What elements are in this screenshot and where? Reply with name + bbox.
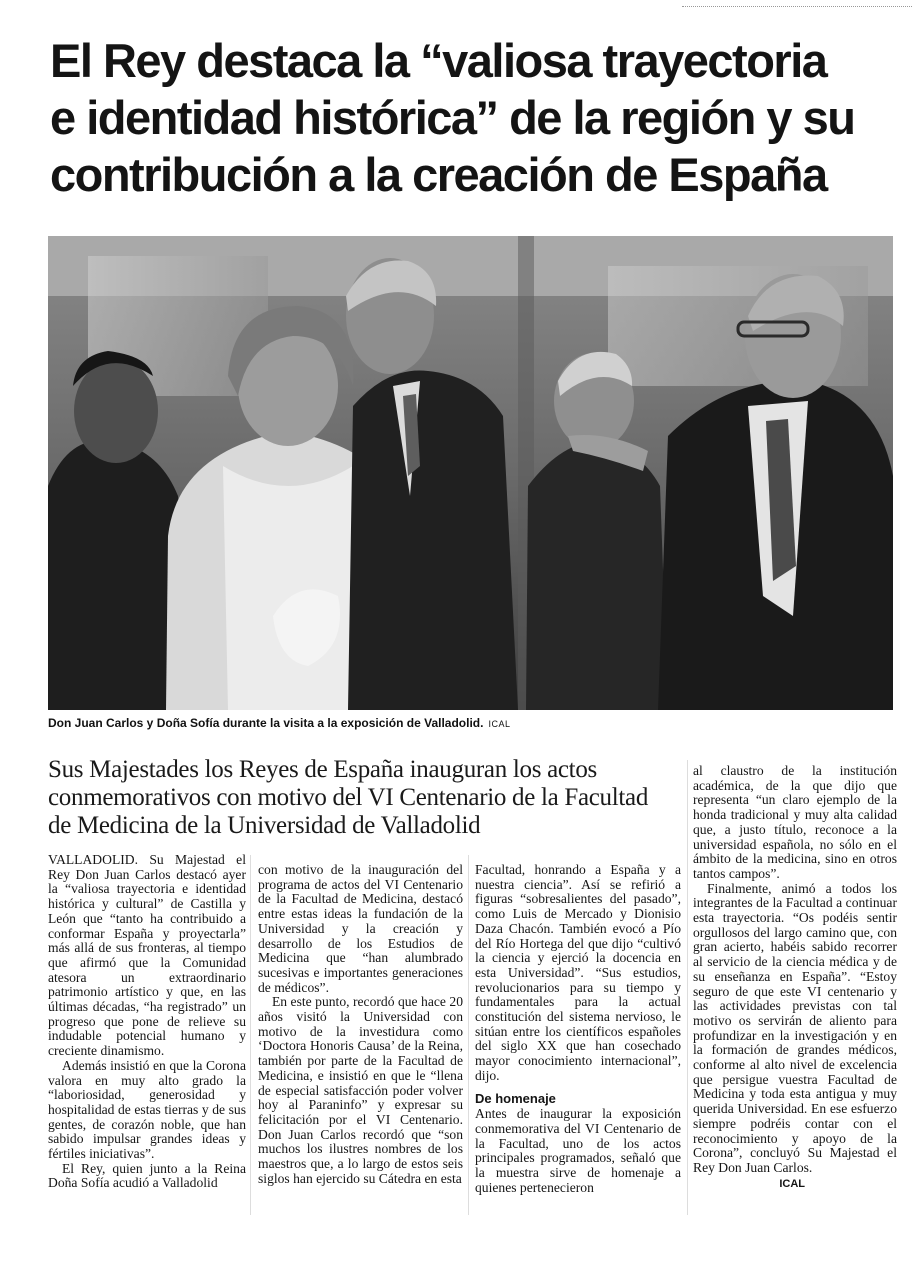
paragraph: Finalmente, animó a todos los integrantes de la Facultad a continuar esta trayectoria. “Os podéis sentir orgullosos del largo camino que, con gran acierto, habéis sabido recorrer al servicio de la ciencia médica y de su enseñanza en España”. “Estoy seguro de que este VI centenario y las actividades previstas con tal motivo os servirán de aliento para profundizar en la investigación y en la formación de grandes médicos, conforme al alto nivel de excelencia que persigue vuestra Facultad de Medicina y toda esta antigua y muy querida Universidad. En ese esfuerzo siempre podréis contar con el reconocimiento y apoyo de la Corona”, concluyó Su Majestad el Rey Don Juan Carlos. [693,880,897,1175]
subhead-line-3: de Medicina de la Universidad de Valladolid [48,812,481,839]
photo-illustration [48,236,893,710]
body-column-2 [258,863,463,1186]
photo-credit: ICAL [488,719,511,729]
paragraph: Antes de inaugurar la exposición conmemorativa del VI Centenario de la Facultad, uno de los actos principales programados, señaló que la muestra sirve de homenaje a quienes pertenecieron [475,1106,681,1195]
headline [50,32,910,203]
body-column-3 [475,863,681,1195]
column-divider [687,760,688,1215]
body-column-1 [48,853,246,1191]
column-divider [468,855,469,1215]
section-title: De homenaje [475,1090,556,1106]
top-dotted-rule [682,6,912,7]
news-photo [48,236,893,710]
paragraph: VALLADOLID. Su Majestad el Rey Don Juan Carlos destacó ayer la “valiosa trayectoria e identidad histórica y cultural” de Castilla y León que “tanto ha contribuido a conformar España y proyectarla” más allá de sus fronteras, al tiempo que afirmó que la Comunidad atesora un extraordinario patrimonio artístico y que, en las últimas décadas, “ha registrado” un progreso que pone de relieve su indudable potencial humano y creciente dinamismo. [48,852,246,1059]
subhead-line-2: conmemorativos con motivo del VI Centenario de la Facultad [48,784,649,811]
headline-line-2: e identidad histórica” de la región y su [50,91,855,144]
paragraph: En este punto, recordó que hace 20 años visitó la Universidad con motivo de la investidura como ‘Doctora Honoris Causa’ de la Reina, también por parte de la Facultad de Medicina, e insistió en que le “llena de especial satisfacción poder volver hoy al Paraninfo” y expresar su felicitación por el VI Centenario. Don Juan Carlos recordó que “son muchos los ilustres nombres de los maestros que, a lo largo de estos seis siglos han ejercido su Cátedra en esta [258,994,463,1186]
paragraph: Facultad, honrando a España y a nuestra ciencia”. Así se refirió a figuras “sobresalientes del pasado”, como Luis de Mercado y Dionisio Daza Chacón. También evocó a Pío del Río Hortega del que dijo “cultivó la ciencia y ejerció la docencia en esta Universidad”. “Sus estudios, revolucionarios para su tiempo y fundamentales para la actual constitución del sistema nervioso, le sitúan entre los científicos españoles del siglo XX que han cosechado mayor conocimiento internacional”, dijo. [475,862,681,1083]
headline-line-1: El Rey destaca la “valiosa trayectoria [50,34,827,87]
paragraph: El Rey, quien junto a la Reina Doña Sofía acudió a Valladolid [48,1160,246,1191]
subhead-line-1: Sus Majestades los Reyes de España inauguran los actos [48,756,597,783]
caption-text: Don Juan Carlos y Doña Sofía durante la visita a la exposición de Valladolid. [48,716,484,730]
paragraph: al claustro de la institución académica, de la que dijo que representa “un claro ejemplo de la honda tradicional y muy alta calidad que, a justo título, reconoce a la universidad española, no sólo en el ámbito de la medicina, sino en otros tantos campos”. [693,763,897,881]
column-divider [250,855,251,1215]
headline-line-3: contribución a la creación de España [50,148,827,201]
paragraph: Además insistió en que la Corona valora en muy alto grado la “laboriosidad, generosidad y hospitalidad de estas tierras y de sus gentes, de corazón noble, que han sabido impulsar grandes ideas y fértiles iniciativas”. [48,1057,246,1162]
body-column-4 [693,764,897,1191]
subheadline [48,756,683,840]
photo-caption [48,716,888,730]
paragraph: con motivo de la inauguración del programa de actos del VI Centenario de la Facultad de Medicina, destacó entre estas ideas la fundación de la Universidad y la creación y desarrollo de los Estudios de Medicina que “han alumbrado sucesivas e importantes generaciones de médicos”. [258,862,463,995]
article-signature: ICAL [779,1177,805,1190]
